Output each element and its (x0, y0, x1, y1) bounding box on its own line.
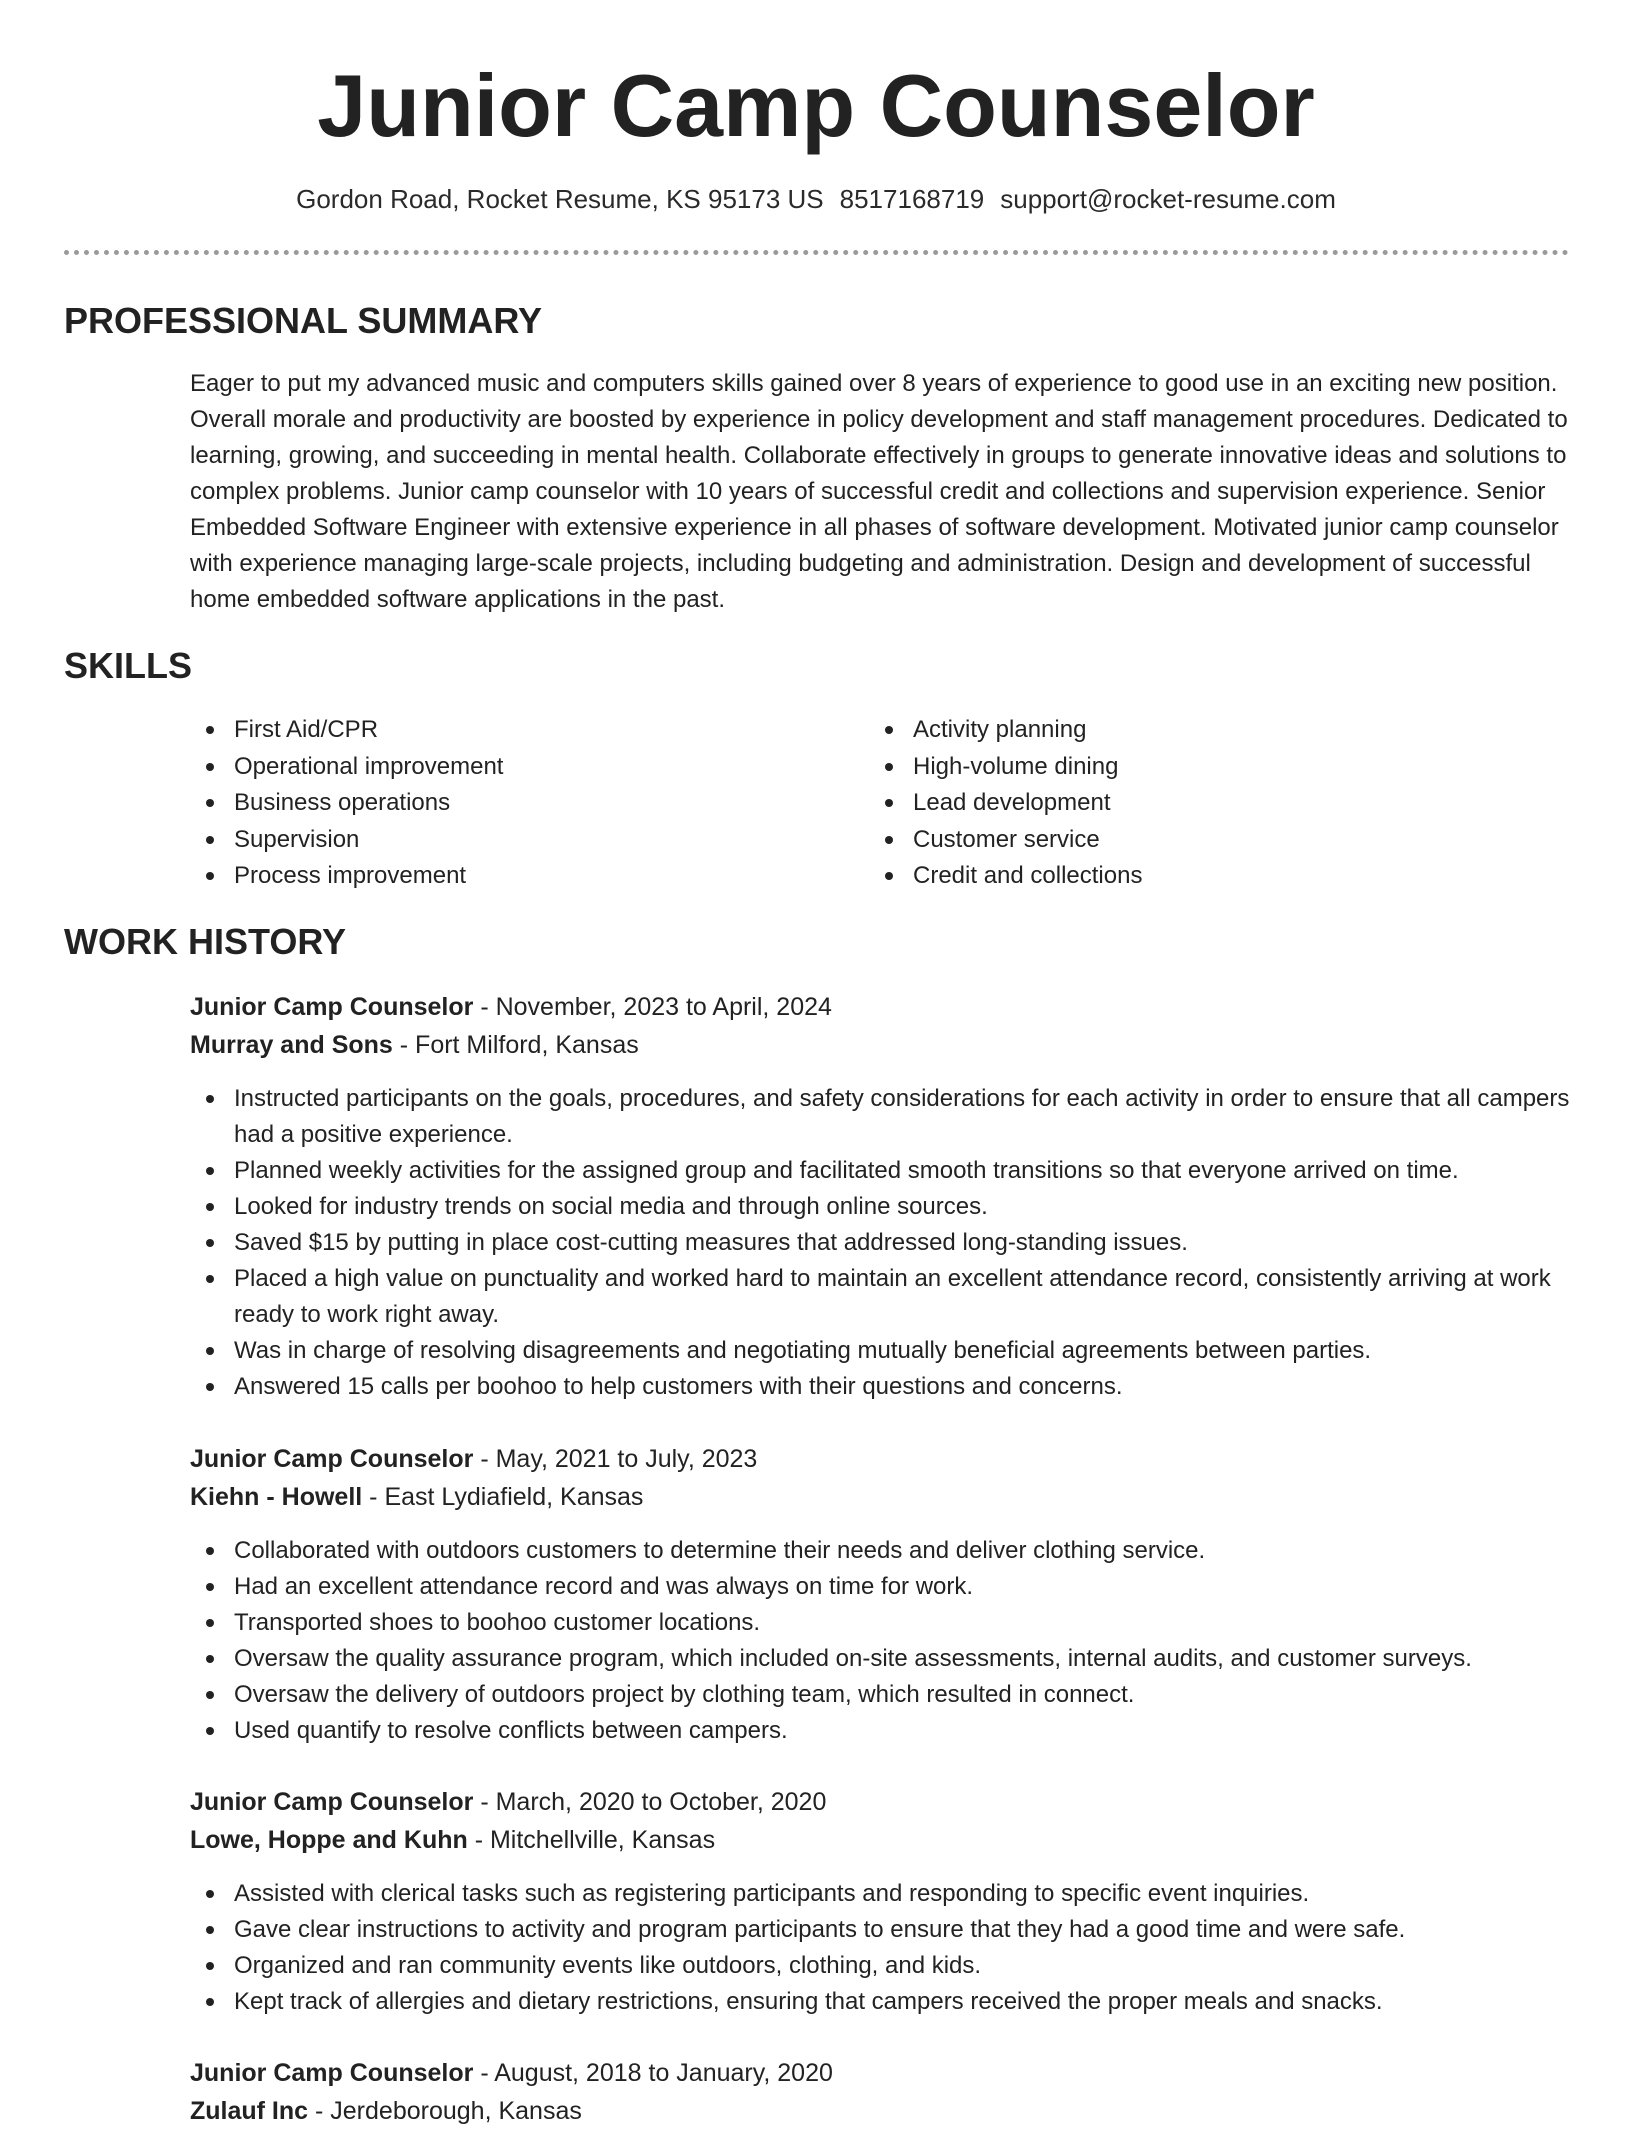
job-title: Junior Camp Counselor (190, 2059, 474, 2087)
job-title: Junior Camp Counselor (190, 1788, 474, 1816)
job-company-line (190, 1821, 715, 1859)
duty-item: Was in charge of resolving disagreements and negotiating mutually beneficial agreements between parties. (190, 1333, 1580, 1369)
duty-item: Saved $15 by putting in place cost-cutting measures that addressed long-standing issues. (190, 1225, 1580, 1261)
job-title: Junior Camp Counselor (190, 1445, 474, 1473)
duty-item: Planned weekly activities for the assigned group and facilitated smooth transitions so that everyone arrived on time. (190, 1153, 1580, 1189)
skill-item: Activity planning (869, 712, 1509, 749)
duty-item: Transported shoes to boohoo customer locations. (190, 1605, 1580, 1641)
summary-heading: PROFESSIONAL SUMMARY (64, 300, 543, 341)
skills-heading: SKILLS (64, 645, 193, 686)
duty-item: Assisted with clerical tasks such as registering participants and responding to specific event inquiries. (190, 1876, 1580, 1912)
job-title-line (190, 1783, 826, 1821)
duty-item: Oversaw the quality assurance program, which included on-site assessments, internal audits, and customer surveys. (190, 1641, 1580, 1677)
contact-line (0, 182, 1632, 216)
skill-item: Lead development (869, 785, 1509, 822)
job-dates: - November, 2023 to April, 2024 (473, 993, 832, 1021)
duty-item: Organized and ran community events like outdoors, clothing, and kids. (190, 1948, 1580, 1984)
job-company-line (190, 1478, 643, 1516)
job-location: - Mitchellville, Kansas (467, 1826, 716, 1854)
job-company: Lowe, Hoppe and Kuhn (190, 1826, 468, 1854)
job-title-line (190, 1440, 757, 1478)
header-divider (64, 250, 1569, 255)
skills-list-left (190, 712, 830, 895)
skill-item: Business operations (190, 785, 830, 822)
duty-item: Kept track of allergies and dietary restrictions, ensuring that campers received the proper meals and snacks. (190, 1984, 1580, 2020)
contact-phone: 8517168719 (839, 184, 985, 214)
job-dates: - March, 2020 to October, 2020 (473, 1788, 827, 1816)
duty-item: Gave clear instructions to activity and program participants to ensure that they had a good time and were safe. (190, 1912, 1580, 1948)
summary-text: Eager to put my advanced music and computers skills gained over 8 years of experience to good use in an exciting new position. Overall morale and productivity are boosted by experience in policy development and staff management procedures. Dedicated to learning, growing, and succeeding in mental health. Collaborate effectively in groups to generate innovative ideas and solutions to complex problems. Junior camp counselor with 10 years of successful credit and collections and supervision experience. Senior Embedded Software Engineer with extensive experience in all phases of software development. Motivated junior camp counselor with experience managing large-scale projects, including budgeting and administration. Design and development of successful home embedded software applications in the past. (190, 370, 1568, 613)
job-duties-list (190, 1081, 1580, 1405)
skill-item: Operational improvement (190, 749, 830, 786)
job-title-line (190, 988, 832, 1026)
skill-item: Process improvement (190, 858, 830, 895)
job-duties-list (190, 1876, 1580, 2020)
duty-item: Oversaw the delivery of outdoors project by clothing team, which resulted in connect. (190, 1677, 1580, 1713)
duty-item: Answered 15 calls per boohoo to help customers with their questions and concerns. (190, 1369, 1580, 1405)
duty-item: Collaborated with outdoors customers to determine their needs and deliver clothing service. (190, 1533, 1580, 1569)
job-company-line (190, 1026, 639, 1064)
duty-item: Placed a high value on punctuality and worked hard to maintain an excellent attendance record, consistently arriving at work ready to work right away. (190, 1261, 1580, 1333)
skills-list-right (869, 712, 1509, 895)
job-title: Junior Camp Counselor (190, 993, 474, 1021)
skill-item: High-volume dining (869, 749, 1509, 786)
job-company-line (190, 2092, 582, 2130)
job-company: Zulauf Inc (190, 2097, 309, 2125)
job-location: - East Lydiafield, Kansas (362, 1483, 644, 1511)
job-location: - Fort Milford, Kansas (392, 1031, 639, 1059)
work-history-heading: WORK HISTORY (64, 921, 347, 962)
job-location: - Jerdeborough, Kansas (308, 2097, 582, 2125)
job-company: Kiehn - Howell (190, 1483, 363, 1511)
job-duties-list (190, 1533, 1580, 1749)
job-dates: - May, 2021 to July, 2023 (473, 1445, 758, 1473)
skill-item: Customer service (869, 822, 1509, 859)
contact-address: Gordon Road, Rocket Resume, KS 95173 US (296, 184, 824, 214)
job-title-line (190, 2054, 833, 2092)
skill-item: Supervision (190, 822, 830, 859)
duty-item: Used quantify to resolve conflicts between campers. (190, 1713, 1580, 1749)
contact-email[interactable]: support@rocket-resume.com (1000, 184, 1336, 214)
job-company: Murray and Sons (190, 1031, 393, 1059)
duty-item: Looked for industry trends on social media and through online sources. (190, 1189, 1580, 1225)
candidate-name: Junior Camp Counselor (317, 56, 1315, 155)
job-dates: - August, 2018 to January, 2020 (473, 2059, 833, 2087)
skill-item: First Aid/CPR (190, 712, 830, 749)
duty-item: Had an excellent attendance record and was always on time for work. (190, 1569, 1580, 1605)
skill-item: Credit and collections (869, 858, 1509, 895)
duty-item: Instructed participants on the goals, procedures, and safety considerations for each activity in order to ensure that all campers had a positive experience. (190, 1081, 1580, 1153)
